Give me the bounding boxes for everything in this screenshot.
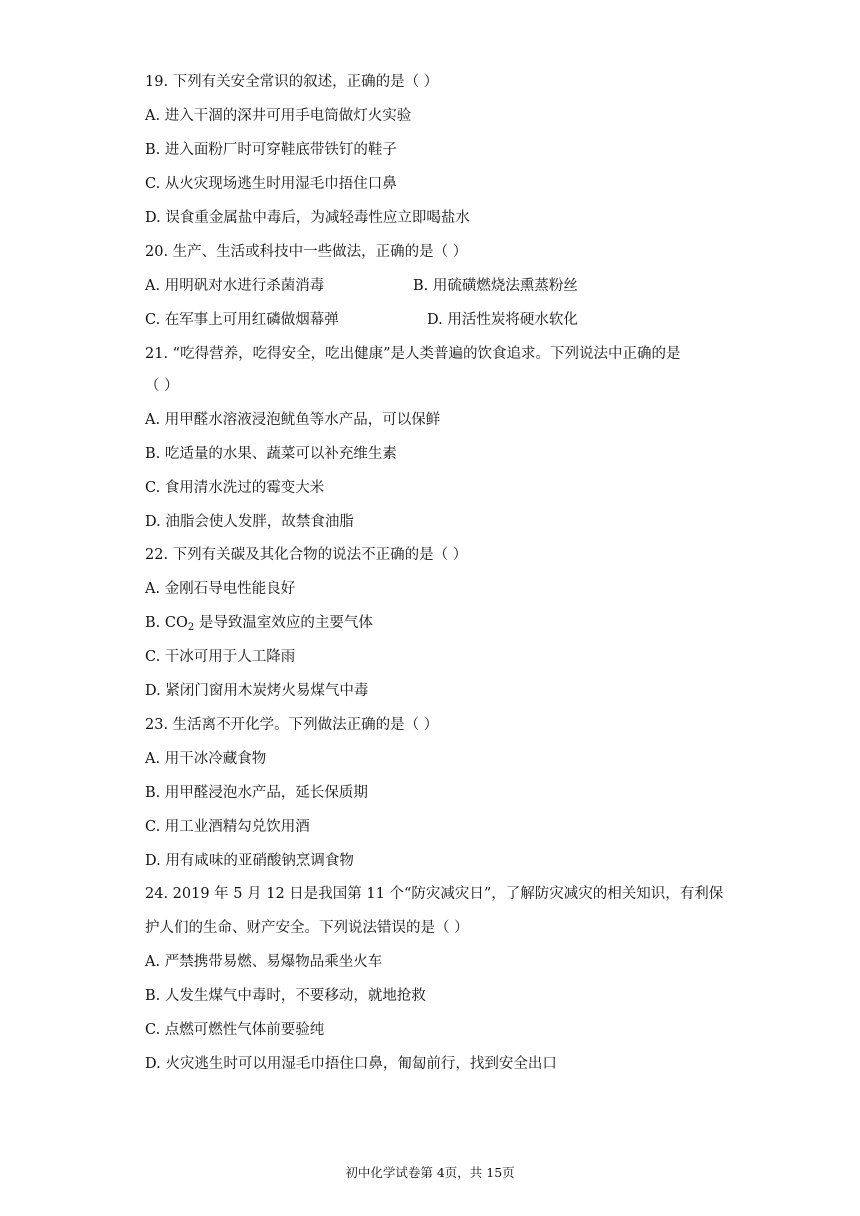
question-21-option-d: D. 油脂会使人发胖，故禁食油脂 bbox=[145, 514, 354, 530]
question-24-stem: 24. 2019 年 5 月 12 日是我国第 11 个“防灾减灾日”，了解防灾减灾的相关知识，有利保 bbox=[145, 886, 724, 902]
question-19-stem: 19. 下列有关安全常识的叙述，正确的是（ ） bbox=[145, 74, 439, 90]
question-23-option-b: B. 用甲醛浸泡水产品，延长保质期 bbox=[145, 785, 368, 801]
question-23-option-c: C. 用工业酒精勾兑饮用酒 bbox=[145, 819, 310, 835]
question-20-option-b: B. 用硫磺燃烧法熏蒸粉丝 bbox=[413, 278, 578, 294]
question-23-stem: 23. 生活离不开化学。下列做法正确的是（ ） bbox=[145, 717, 439, 733]
question-22-option-b-formula: B. CO bbox=[145, 615, 188, 631]
question-22-option-c: C. 干冰可用于人工降雨 bbox=[145, 649, 296, 665]
question-24-stem-cont: 护人们的生命、财产安全。下列说法错误的是（ ） bbox=[145, 920, 469, 936]
question-19-option-a: A. 进入干涸的深井可用手电筒做灯火实验 bbox=[145, 108, 412, 124]
question-24-option-a: A. 严禁携带易燃、易爆物品乘坐火车 bbox=[145, 954, 383, 970]
question-20-option-c: C. 在军事上可用红磷做烟幕弹 bbox=[145, 312, 339, 328]
question-20-option-d: D. 用活性炭将硬水软化 bbox=[427, 312, 578, 328]
question-23-option-d: D. 用有咸味的亚硝酸钠烹调食物 bbox=[145, 853, 354, 869]
question-22-option-b-subscript: 2 bbox=[187, 622, 195, 633]
question-24-option-c: C. 点燃可燃性气体前要验纯 bbox=[145, 1022, 325, 1038]
question-22-option-a: A. 金刚石导电性能良好 bbox=[145, 581, 296, 597]
question-24-option-d: D. 火灾逃生时可以用湿毛巾捂住口鼻，匍匐前行，找到安全出口 bbox=[145, 1056, 557, 1072]
question-22-option-b-text: 是导致温室效应的主要气体 bbox=[194, 615, 373, 631]
question-19-option-d: D. 误食重金属盐中毒后，为减轻毒性应立即喝盐水 bbox=[145, 210, 470, 226]
question-23-option-a: A. 用干冰冷藏食物 bbox=[145, 751, 267, 767]
question-20-stem: 20. 生产、生活或科技中一些做法，正确的是（ ） bbox=[145, 244, 468, 260]
question-21-stem-cont: （ ） bbox=[145, 378, 179, 394]
question-21-stem: 21. “吃得营养，吃得安全，吃出健康”是人类普遍的饮食追求。下列说法中正确的是 bbox=[145, 346, 681, 362]
question-22-stem: 22. 下列有关碳及其化合物的说法不正确的是（ ） bbox=[145, 547, 468, 563]
question-24-option-b: B. 人发生煤气中毒时，不要移动，就地抢救 bbox=[145, 988, 426, 1004]
question-22-option-d: D. 紧闭门窗用木炭烤火易煤气中毒 bbox=[145, 683, 369, 699]
question-20-option-a: A. 用明矾对水进行杀菌消毒 bbox=[145, 278, 325, 294]
question-22-option-b bbox=[145, 613, 373, 638]
question-19-option-c: C. 从火灾现场逃生时用湿毛巾捂住口鼻 bbox=[145, 176, 397, 192]
page-footer: 初中化学试卷第 4页，共 15页 bbox=[345, 1165, 515, 1180]
question-19-option-b: B. 进入面粉厂时可穿鞋底带铁钉的鞋子 bbox=[145, 142, 397, 158]
question-21-option-b: B. 吃适量的水果、蔬菜可以补充维生素 bbox=[145, 446, 397, 462]
question-21-option-a: A. 用甲醛水溶液浸泡鱿鱼等水产品，可以保鲜 bbox=[145, 412, 441, 428]
question-21-option-c: C. 食用清水洗过的霉变大米 bbox=[145, 480, 325, 496]
